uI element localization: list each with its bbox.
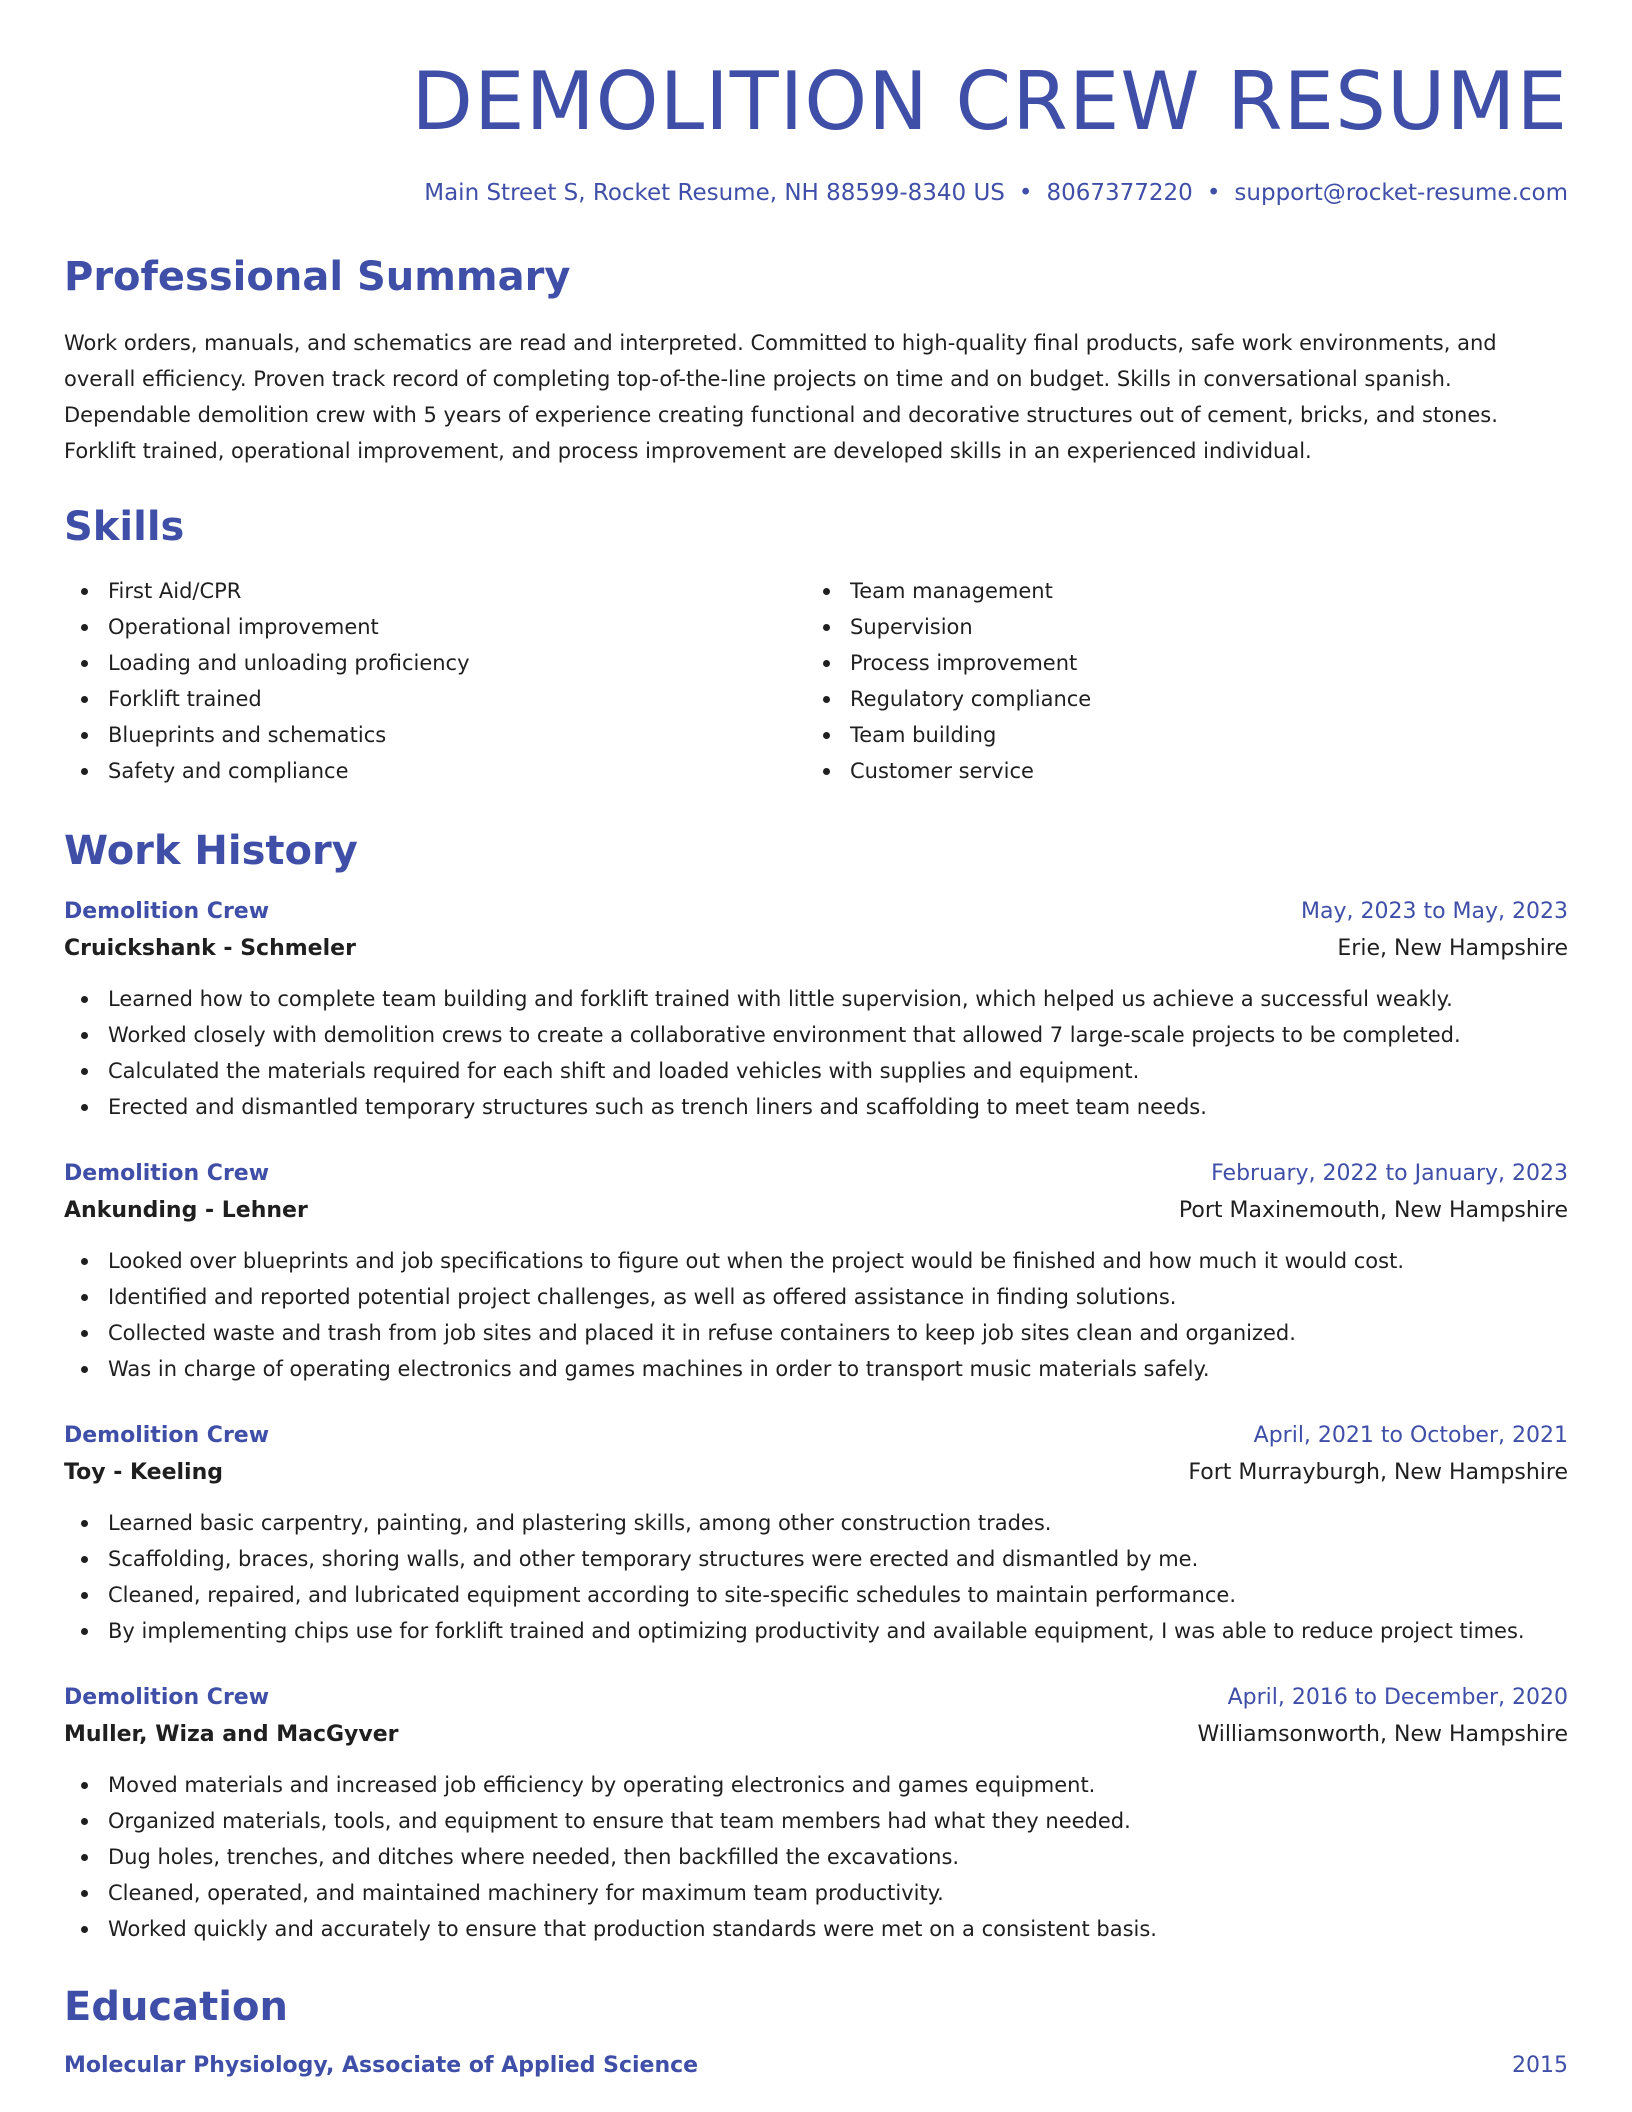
job-title: Demolition Crew [64,1423,270,1448]
contact-separator: • [1206,180,1221,206]
job-duty: By implementing chips use for forklift trained and optimizing productivity and available equipment, I was able to reduce project times. [64,1613,1568,1649]
job-entry [64,1419,1568,1649]
skill-item: Customer service [806,753,1548,789]
skills-columns [64,573,1568,789]
summary-text: Work orders, manuals, and schematics are read and interpreted. Committed to high-quality final products, safe work environments, and overall efficiency. Proven track record of completing top-of-the-line projects on time and on budget. Skills in conversational spanish. Dependable demolition crew with 5 years of experience creating functional and decorative structures out of cement, bricks, and stones. Forklift trained, operational improvement, and process improvement are developed skills in an experienced individual. [64,331,1498,463]
job-entry [64,895,1568,1125]
education-heading: Education [64,1984,288,2030]
job-title: Demolition Crew [64,899,270,924]
job-duty: Dug holes, trenches, and ditches where needed, then backfilled the excavations. [64,1839,1568,1875]
skills-heading: Skills [64,504,185,550]
skill-item: Blueprints and schematics [64,717,806,753]
contact-address: Main Street S, Rocket Resume, NH 88599-8340 US [424,180,1005,206]
job-company: Cruickshank - Schmeler [64,936,356,961]
job-company: Muller, Wiza and MacGyver [64,1722,399,1747]
education-entry [64,2049,1568,2083]
job-duty: Erected and dismantled temporary structures such as trench liners and scaffolding to meet team needs. [64,1089,1568,1125]
job-duty: Scaffolding, braces, shoring walls, and other temporary structures were erected and dismantled by me. [64,1541,1568,1577]
skills-list-right [806,573,1548,789]
job-duty: Worked quickly and accurately to ensure that production standards were met on a consistent basis. [64,1911,1568,1947]
job-duty: Collected waste and trash from job sites and placed it in refuse containers to keep job sites clean and organized. [64,1315,1568,1351]
job-dates: February, 2022 to January, 2023 [1211,1161,1568,1186]
job-duty: Looked over blueprints and job specifications to figure out when the project would be finished and how much it would cost. [64,1243,1568,1279]
education-year: 2015 [1512,2053,1568,2078]
job-duty: Identified and reported potential project challenges, as well as offered assistance in finding solutions. [64,1279,1568,1315]
job-title: Demolition Crew [64,1161,270,1186]
job-dates: April, 2021 to October, 2021 [1253,1423,1568,1448]
skill-item: Process improvement [806,645,1548,681]
job-duties [64,1243,1568,1387]
work-history-heading: Work History [64,828,358,874]
skills-list-left [64,573,806,789]
summary-heading: Professional Summary [64,254,571,300]
skill-item: Supervision [806,609,1548,645]
job-duties [64,1505,1568,1649]
job-location: Port Maxinemouth, New Hampshire [1178,1198,1568,1223]
skill-item: Team building [806,717,1548,753]
job-duties [64,1767,1568,1947]
job-duty: Learned how to complete team building and forklift trained with little supervision, which helped us achieve a successful weakly. [64,981,1568,1017]
job-duty: Learned basic carpentry, painting, and plastering skills, among other construction trades. [64,1505,1568,1541]
job-entry [64,1681,1568,1947]
job-location: Erie, New Hampshire [1337,936,1568,961]
job-entry [64,1157,1568,1387]
skill-item: Team management [806,573,1548,609]
job-location: Fort Murrayburgh, New Hampshire [1188,1460,1568,1485]
skill-item: Regulatory compliance [806,681,1548,717]
contact-line [64,182,1568,205]
job-title: Demolition Crew [64,1685,270,1710]
job-duty: Cleaned, repaired, and lubricated equipment according to site-specific schedules to maintain performance. [64,1577,1568,1613]
skill-item: Forklift trained [64,681,806,717]
job-company: Toy - Keeling [64,1460,223,1485]
job-duty: Calculated the materials required for each shift and loaded vehicles with supplies and equipment. [64,1053,1568,1089]
resume-title: DEMOLITION CREW RESUME [411,55,1568,148]
job-dates: April, 2016 to December, 2020 [1227,1685,1568,1710]
job-duty: Was in charge of operating electronics and games machines in order to transport music materials safely. [64,1351,1568,1387]
education-degree: Molecular Physiology, Associate of Applied Science [64,2053,699,2078]
contact-phone: 8067377220 [1046,180,1193,206]
job-duty: Organized materials, tools, and equipment to ensure that team members had what they needed. [64,1803,1568,1839]
job-location: Williamsonworth, New Hampshire [1197,1722,1568,1747]
job-dates: May, 2023 to May, 2023 [1301,899,1568,924]
job-duty: Cleaned, operated, and maintained machinery for maximum team productivity. [64,1875,1568,1911]
job-duty: Moved materials and increased job efficiency by operating electronics and games equipment. [64,1767,1568,1803]
contact-email: support@rocket-resume.com [1234,180,1568,206]
skill-item: Loading and unloading proficiency [64,645,806,681]
job-duty: Worked closely with demolition crews to create a collaborative environment that allowed 7 large-scale projects to be completed. [64,1017,1568,1053]
skill-item: First Aid/CPR [64,573,806,609]
job-duties [64,981,1568,1125]
job-company: Ankunding - Lehner [64,1198,308,1223]
skill-item: Safety and compliance [64,753,806,789]
skill-item: Operational improvement [64,609,806,645]
contact-separator: • [1018,180,1033,206]
